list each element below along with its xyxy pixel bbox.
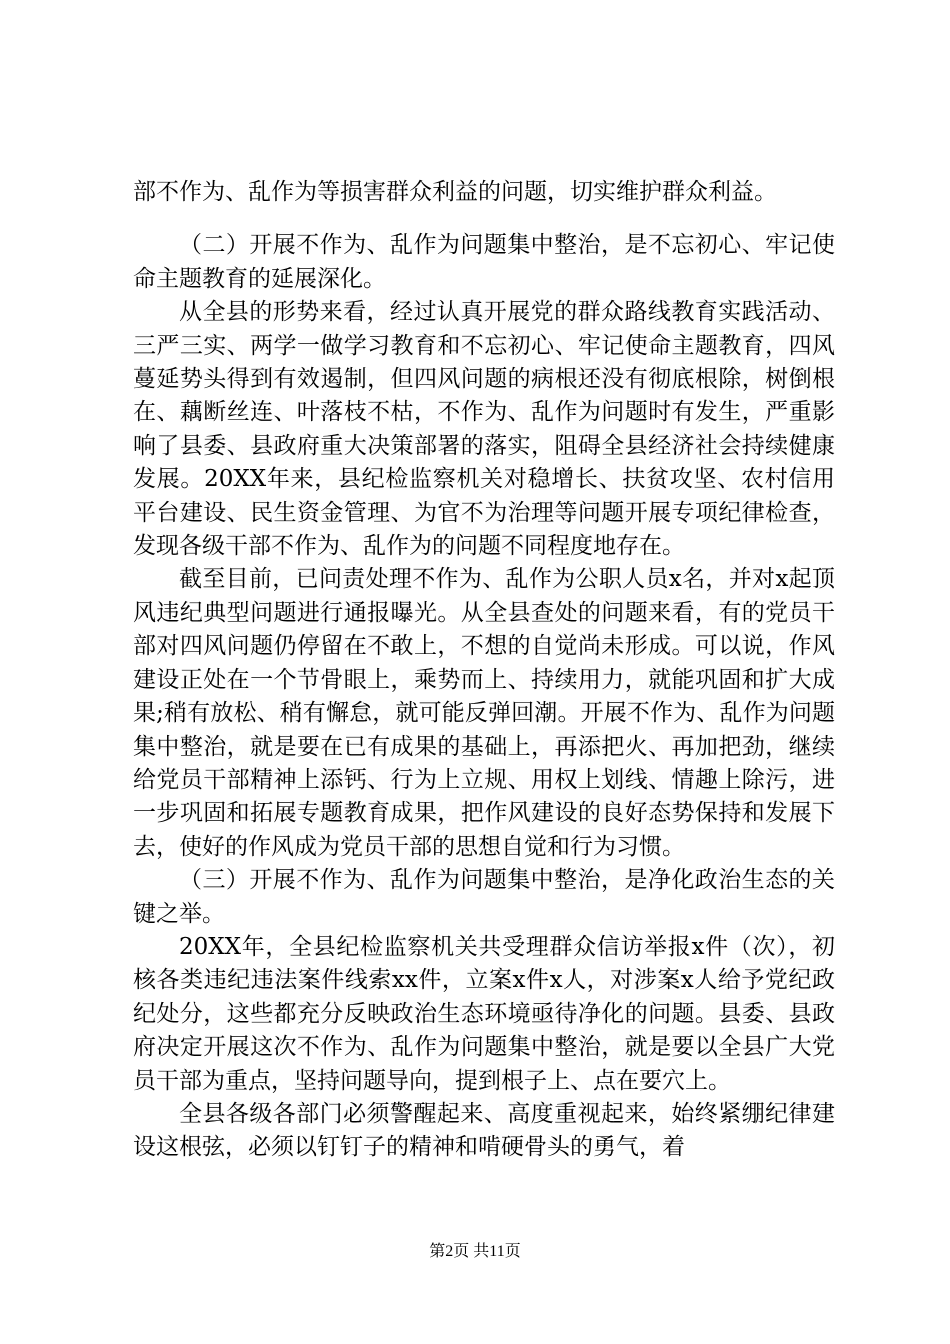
paragraph-gap bbox=[133, 209, 835, 229]
section-heading-three: （三）开展不作为、乱作为问题集中整治，是净化政治生态的关键之举。 bbox=[133, 867, 835, 927]
paragraph-statistics: 20XX年，全县纪检监察机关共受理群众信访举报x件（次），初核各类违纪违法案件线索xx件，立案x件x人，对涉案x人给予党纪政纪处分，这些都充分反映政治生态环境亟待净化的问题。县委、县政府决定开展这次不作为、乱作为问题集中整治，就是要以全县广大党员干部为重点，坚持问题导向，提到根子上、点在要穴上。 bbox=[133, 933, 835, 1094]
paragraph-closing: 全县各级各部门必须警醒起来、高度重视起来，始终紧绷纪律建设这根弦，必须以钉钉子的精神和啃硬骨头的勇气，着 bbox=[133, 1100, 835, 1161]
paragraph-continued: 部不作为、乱作为等损害群众利益的问题，切实维护群众利益。 bbox=[133, 179, 777, 205]
page-number: 第2页 共11页 bbox=[429, 1243, 521, 1260]
paragraph-accountability: 截至目前，已问责处理不作为、乱作为公职人员x名，并对x起顶风违纪典型问题进行通报曝光。从全县查处的问题来看，有的党员干部对四风问题仍停留在不敢上，不想的自觉尚未形成。可以说，作风建设正处在一个节骨眼上，乘势而上、持续用力，就能巩固和扩大成果;稍有放松、稍有懈怠，就可能反弹回潮。开展不作为、乱作为问题集中整治，就是要在已有成果的基础上，再添把火、再加把劲，继续给党员干部精神上添钙、行为上立规、用权上划线、情趣上除污，进一步巩固和拓展专题教育成果，把作风建设的良好态势保持和发展下去，使好的作风成为党员干部的思想自觉和行为习惯。 bbox=[133, 566, 835, 860]
section-heading-two: （二）开展不作为、乱作为问题集中整治，是不忘初心、牢记使命主题教育的延展深化。 bbox=[133, 232, 835, 292]
document-body bbox=[133, 176, 835, 1165]
paragraph-situation: 从全县的形势来看，经过认真开展党的群众路线教育实践活动、三严三实、两学一做学习教育和不忘初心、牢记使命主题教育，四风蔓延势头得到有效遏制，但四风问题的病根还没有彻底根除，树倒根在、藕断丝连、叶落枝不枯，不作为、乱作为问题时有发生，严重影响了县委、县政府重大决策部署的落实，阻碍全县经济社会持续健康发展。20XX年来，县纪检监察机关对稳增长、扶贫攻坚、农村信用平台建设、民生资金管理、为官不为治理等问题开展专项纪律检查，发现各级干部不作为、乱作为的问题不同程度地存在。 bbox=[133, 299, 835, 560]
